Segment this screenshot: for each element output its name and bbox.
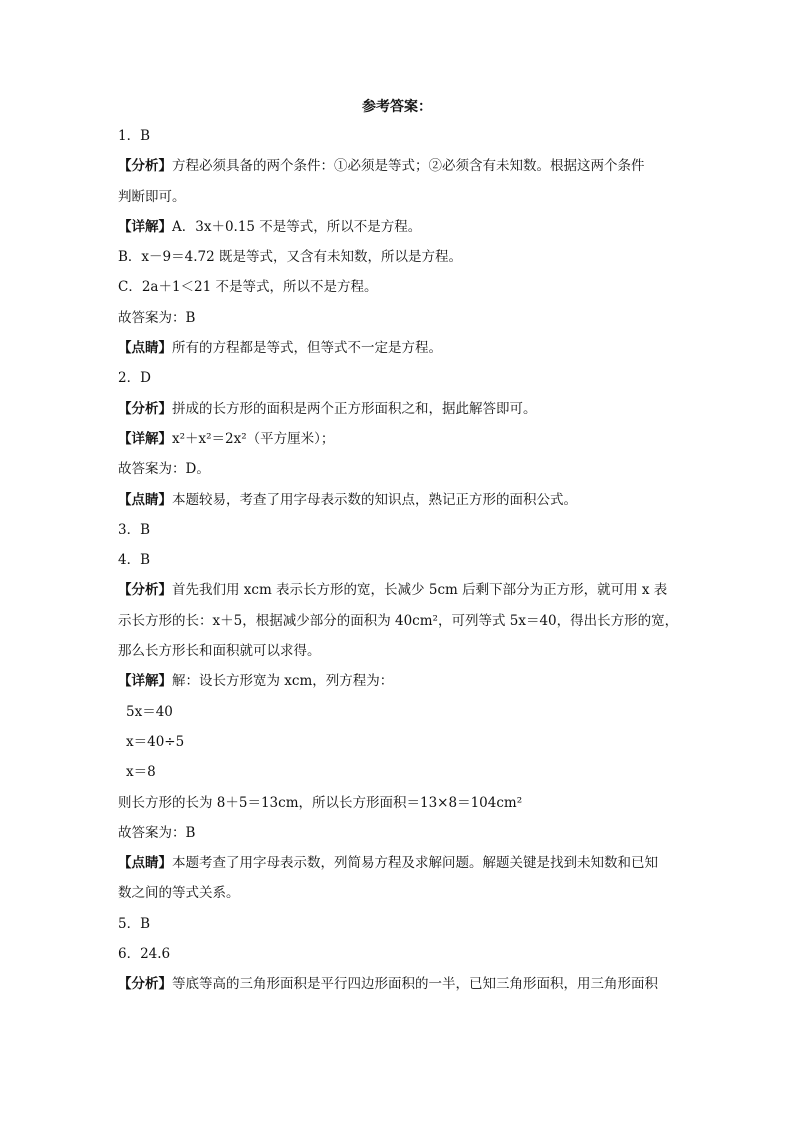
line-text: 示长方形的长：x＋5，根据减少部分的面积为 40cm²，可列等式 5x＝40，得出长方形的宽， [118,612,679,629]
answer-line [118,727,683,757]
answer-line [118,788,683,818]
section-tag: 【点睛】 [118,855,172,872]
answer-line [118,515,683,545]
section-tag: 【分析】 [118,582,172,599]
answer-line [118,666,683,696]
answer-line [118,272,683,302]
answer-line [118,182,683,212]
line-text: A．3x＋0.15 不是等式，所以不是方程。 [172,218,422,235]
line-text: 故答案为：B [118,309,196,326]
line-text: 5．B [118,915,151,932]
section-tag: 【详解】 [118,673,172,690]
answer-line [118,424,683,454]
line-text: 方程必须具备的两个条件：①必须是等式；②必须含有未知数。根据这两个条件 [172,158,645,175]
line-text: 故答案为：D。 [118,461,210,478]
answer-line [118,394,683,424]
answer-line [118,575,683,605]
line-text: 3．B [118,521,151,538]
section-tag: 【点睛】 [118,491,172,508]
answer-line [118,909,683,939]
line-text: 本题考查了用字母表示数，列简易方程及求解问题。解题关键是找到未知数和已知 [172,855,658,872]
section-tag: 【分析】 [118,976,172,993]
answer-line [118,545,683,575]
line-text: 6．24.6 [118,946,171,963]
line-text: 数之间的等式关系。 [118,885,240,902]
line-text: 故答案为：B [118,824,196,841]
page-title: 参考答案： [362,99,432,115]
answer-line [118,454,683,484]
section-tag: 【分析】 [118,158,172,175]
answer-line [118,818,683,848]
line-text: 5x＝40 [126,703,173,720]
answer-line [118,303,683,333]
answer-line [118,121,683,151]
line-text: 拼成的长方形的面积是两个正方形面积之和，据此解答即可。 [172,400,537,417]
line-text: 解：设长方形宽为 xcm，列方程为： [172,673,394,690]
line-text: 2．D [118,370,151,387]
line-text: 判断即可。 [118,188,186,205]
answer-line [118,697,683,727]
answer-line [118,212,683,242]
section-tag: 【分析】 [118,400,172,417]
line-text: 等底等高的三角形面积是平行四边形面积的一半，已知三角形面积，用三角形面积 [172,976,658,993]
line-text: 本题较易，考查了用字母表示数的知识点，熟记正方形的面积公式。 [172,491,577,508]
answer-line [118,151,683,181]
answer-line [118,757,683,787]
answer-line [118,848,683,878]
answer-line [118,878,683,908]
line-text: x＝40÷5 [126,733,185,750]
line-text: C．2a＋1＜21 不是等式，所以不是方程。 [118,279,378,296]
line-text: x²＋x²＝2x²（平方厘米）； [172,430,335,447]
answer-line [118,969,683,999]
answer-line [118,636,683,666]
line-text: 首先我们用 xcm 表示长方形的宽，长减少 5cm 后剩下部分为正方形，就可用 x 表 [172,582,668,599]
line-text: x＝8 [126,764,156,781]
line-text: 所有的方程都是等式，但等式不一定是方程。 [172,340,442,357]
line-text: 则长方形的长为 8＋5＝13cm，所以长方形面积＝13×8＝104cm² [118,794,523,811]
line-text: B．x－9＝4.72 既是等式，又含有未知数，所以是方程。 [118,249,462,266]
answer-line [118,242,683,272]
answer-content [118,121,683,1000]
answer-line [118,939,683,969]
section-tag: 【详解】 [118,430,172,447]
answer-line [118,363,683,393]
line-text: 4．B [118,552,151,569]
answer-line [118,485,683,515]
section-tag: 【点睛】 [118,340,172,357]
line-text: 1．B [118,128,151,144]
section-tag: 【详解】 [118,218,172,235]
line-text: 那么长方形长和面积就可以求得。 [118,643,321,660]
answer-line [118,333,683,363]
answer-line [118,606,683,636]
